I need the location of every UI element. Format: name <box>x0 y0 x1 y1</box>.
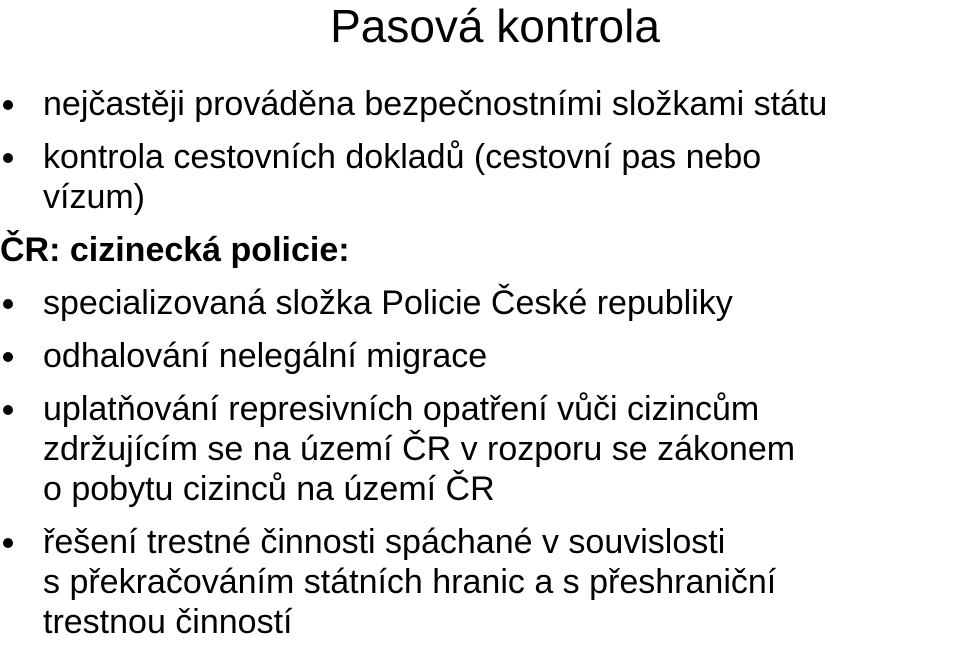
bullet-line: s překračováním státních hranic a s přeshraniční <box>43 563 777 601</box>
bullet-line: uplatňování represivních opatření vůči cizincům <box>43 390 760 428</box>
slide-content <box>0 84 960 655</box>
bullet-dot-icon <box>3 352 13 362</box>
bullet-line: vízum) <box>43 178 145 216</box>
list-item <box>0 522 960 642</box>
bullet-list-cr <box>0 283 960 642</box>
bullet-list-general <box>0 84 960 217</box>
list-item <box>0 137 960 217</box>
bullet-line: řešení trestné činnosti spáchané v souvislosti <box>43 523 726 561</box>
list-item <box>0 84 960 124</box>
list-item <box>0 283 960 323</box>
bullet-line: trestnou činností <box>43 603 293 641</box>
section-heading: ČR: cizinecká policie: <box>0 231 350 269</box>
bullet-dot-icon <box>3 405 13 415</box>
bullet-dot-icon <box>3 538 13 548</box>
list-item <box>0 389 960 509</box>
slide-title: Pasová kontrola <box>330 0 660 52</box>
bullet-dot-icon <box>3 100 13 110</box>
bullet-line: nejčastěji prováděna bezpečnostními složkami státu <box>43 85 828 123</box>
bullet-line: specializovaná složka Policie České republiky <box>43 284 733 322</box>
bullet-dot-icon <box>3 153 13 163</box>
bullet-line: odhalování nelegální migrace <box>43 337 488 375</box>
list-item <box>0 336 960 376</box>
bullet-line: zdržujícím se na území ČR v rozporu se zákonem <box>43 430 796 468</box>
bullet-dot-icon <box>3 299 13 309</box>
bullet-line: o pobytu cizinců na území ČR <box>43 470 495 508</box>
bullet-line: kontrola cestovních dokladů (cestovní pas nebo <box>43 138 762 176</box>
